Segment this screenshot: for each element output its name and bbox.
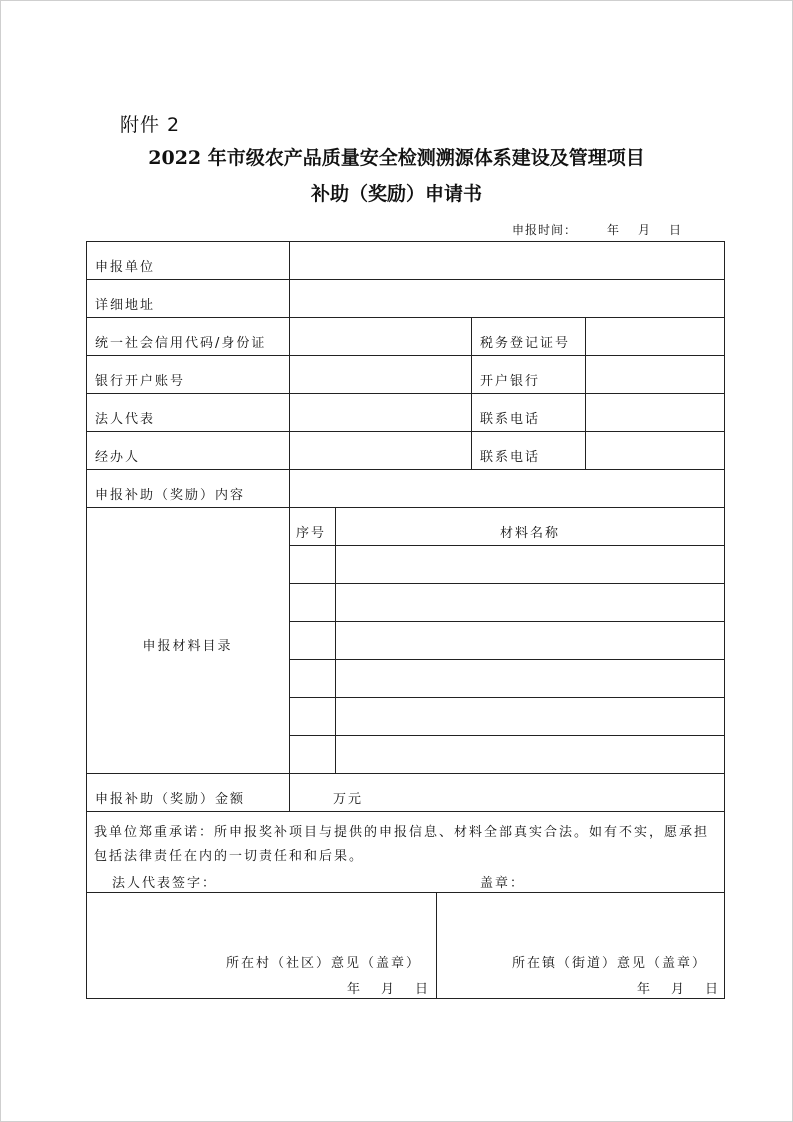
amount-unit: 万元 xyxy=(333,792,364,807)
legal-rep-label: 法人代表 xyxy=(95,412,156,427)
town-date-year: 年 xyxy=(637,982,653,997)
date-day: 日 xyxy=(669,223,683,237)
village-opinion-label: 所在村（社区）意见（盖章） xyxy=(226,956,422,971)
declaration-text: 我单位郑重承诺：所申报奖补项目与提供的申报信息、材料全部真实合法。如有不实，愿承担包括法律责任在内的一切责任和和后果。 xyxy=(94,825,710,864)
attachment-label: 附件 2 xyxy=(120,114,181,136)
document-title: 2022 年市级农产品质量安全检测溯源体系建设及管理项目 xyxy=(148,147,645,169)
bank-account-label: 银行开户账号 xyxy=(95,374,186,389)
content-label: 申报补助（奖励）内容 xyxy=(95,488,246,503)
material-name-header: 材料名称 xyxy=(499,526,560,541)
bank-label: 开户银行 xyxy=(480,374,541,389)
date-year: 年 xyxy=(607,223,621,237)
phone-label-2: 联系电话 xyxy=(480,450,541,465)
seq-header: 序号 xyxy=(296,526,327,541)
amount-label: 申报补助（奖励）金额 xyxy=(95,792,246,807)
town-opinion-label: 所在镇（街道）意见（盖章） xyxy=(512,956,708,971)
village-date-month: 月 xyxy=(381,982,397,997)
handler-label: 经办人 xyxy=(95,450,141,465)
village-date-year: 年 xyxy=(347,982,363,997)
phone-label-1: 联系电话 xyxy=(480,412,541,427)
date-month: 月 xyxy=(638,223,652,237)
town-date-month: 月 xyxy=(671,982,687,997)
materials-label: 申报材料目录 xyxy=(142,639,233,654)
seal-label: 盖章： xyxy=(480,876,526,891)
document-subtitle: 补助（奖励）申请书 xyxy=(310,183,482,205)
tax-registration-label: 税务登记证号 xyxy=(480,336,571,351)
applicant-label: 申报单位 xyxy=(95,260,156,275)
town-date-day: 日 xyxy=(705,982,721,997)
credit-code-label: 统一社会信用代码/身份证 xyxy=(95,336,267,351)
village-date-day: 日 xyxy=(415,982,431,997)
date-label: 申报时间： xyxy=(512,223,578,237)
address-label: 详细地址 xyxy=(95,298,156,313)
legal-rep-signature-label: 法人代表签字： xyxy=(112,876,218,891)
